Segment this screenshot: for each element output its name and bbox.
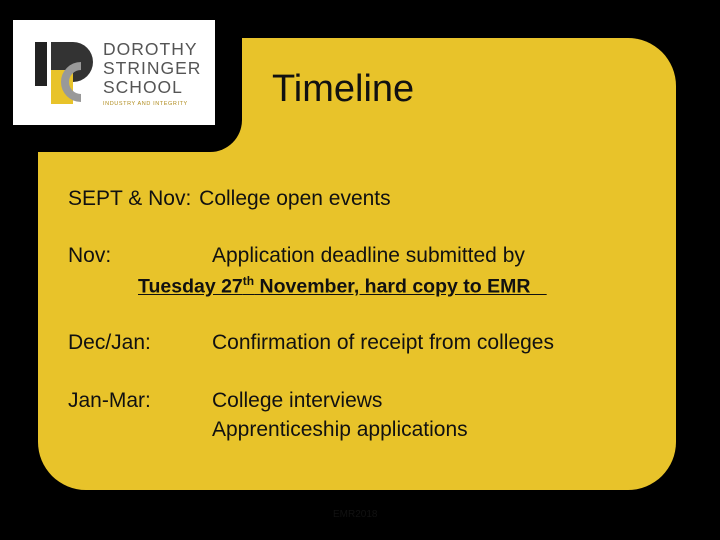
timeline-row-confirmation-value (212, 331, 554, 355)
row-label: Dec/Jan: (68, 331, 151, 354)
timeline-row-confirmation-label (68, 331, 151, 355)
timeline-row-open-events (68, 187, 391, 211)
deadline-suffix: th (242, 274, 255, 288)
row-value: Confirmation of receipt from colleges (212, 331, 554, 354)
row-value: College open events (199, 187, 391, 210)
deadline-detail (138, 274, 547, 299)
school-crest-icon (35, 40, 99, 106)
timeline-row-deadline-value (212, 244, 525, 268)
row-value: Application deadline submitted by (212, 244, 525, 267)
logo-area (0, 0, 242, 152)
school-logo (13, 20, 215, 125)
timeline-row-interviews-value (212, 389, 468, 442)
footer-code: EMR2018 (333, 509, 378, 520)
deadline-rest: November, hard copy to EMR (254, 275, 547, 298)
row-label: SEPT & Nov: (68, 187, 192, 210)
timeline-row-deadline (68, 244, 111, 268)
timeline-row-interviews-label (68, 389, 151, 413)
row-label: Jan-Mar: (68, 389, 151, 412)
logo-line-1: DOROTHY (103, 39, 198, 59)
slide-title: Timeline (272, 68, 415, 110)
logo-tagline: INDUSTRY AND INTEGRITY (103, 101, 188, 107)
row-label: Nov: (68, 244, 112, 267)
deadline-date: Tuesday 27 (138, 275, 243, 298)
logo-wordmark (103, 40, 201, 107)
row-value: College interviews (212, 389, 383, 412)
row-value-2: Apprenticeship applications (212, 418, 468, 441)
logo-line-2: STRINGER (103, 58, 202, 78)
logo-line-3: SCHOOL (103, 77, 183, 97)
